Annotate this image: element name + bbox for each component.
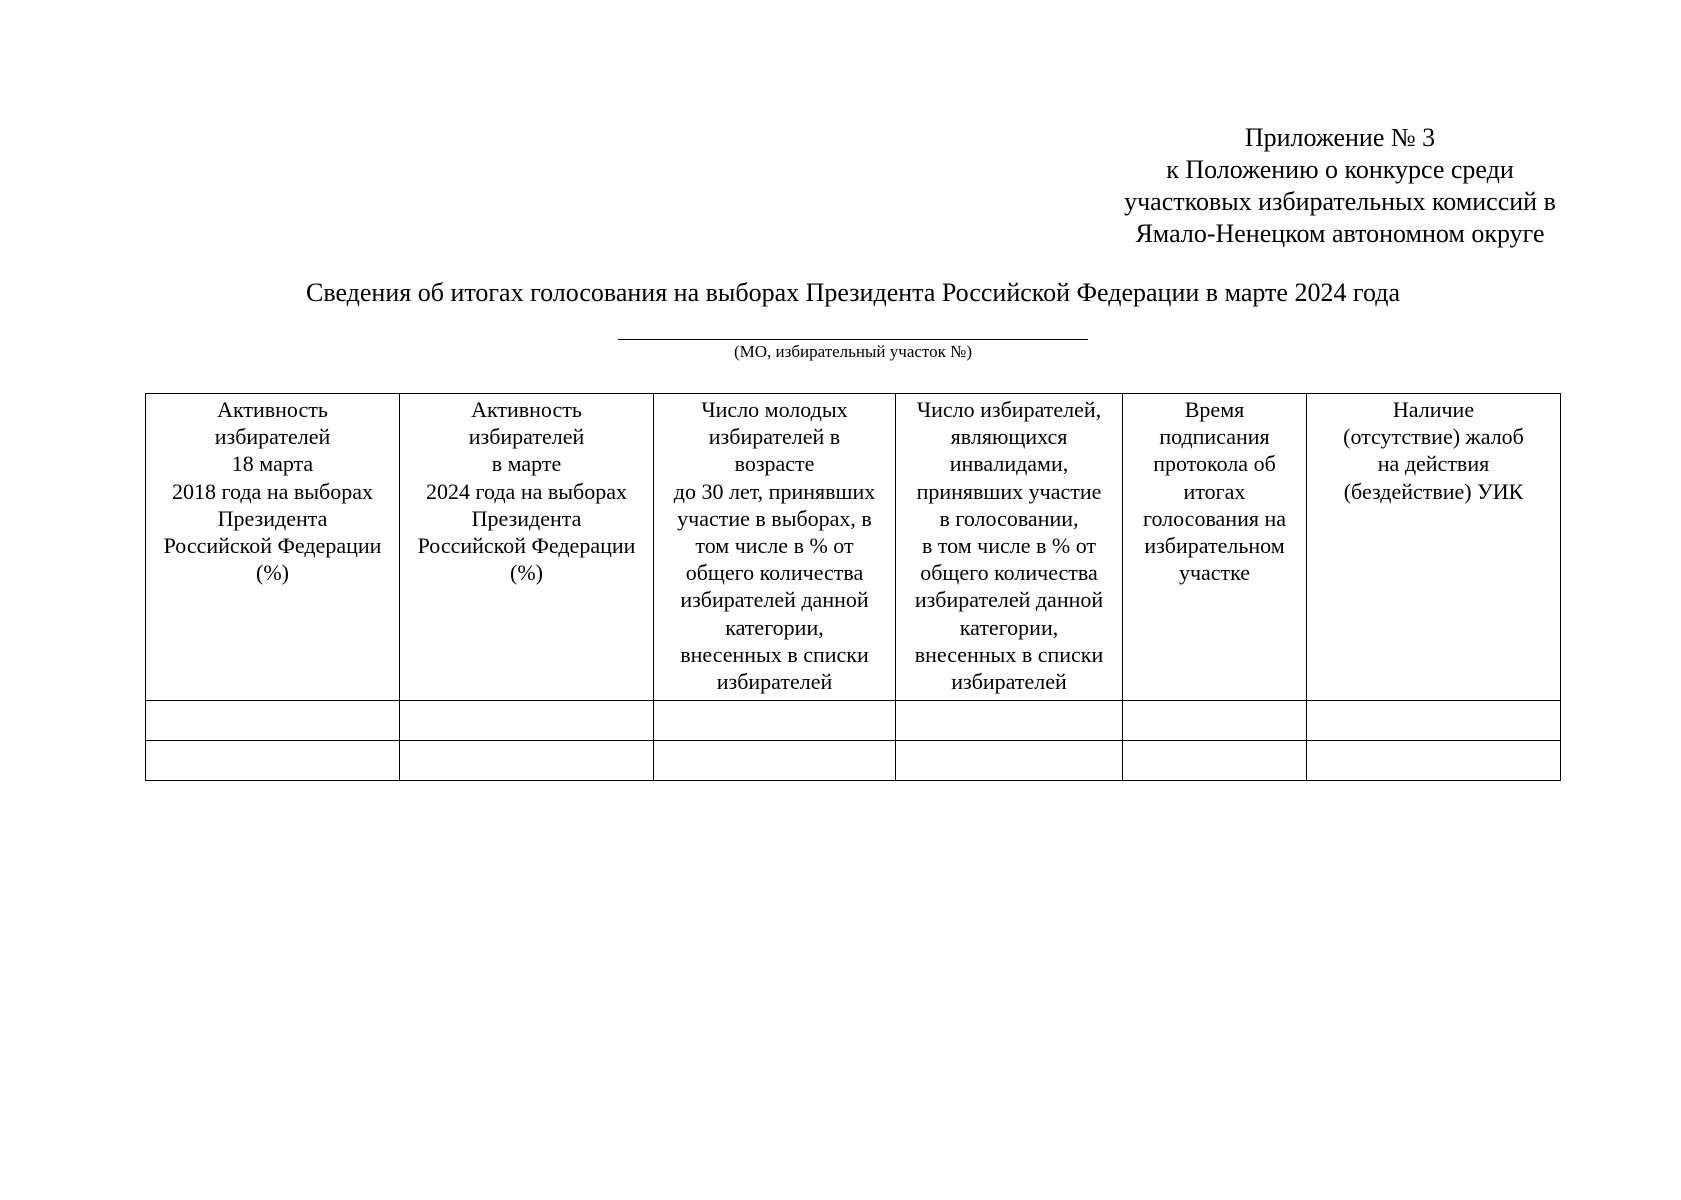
results-table [145,393,1561,781]
header-line: голосования на [1142,505,1287,531]
header-line: подписания [1159,424,1270,450]
header-line: в том числе в % от [921,533,1097,559]
appendix-line: Приложение № 3 [1244,123,1436,152]
table-cell [896,701,1123,741]
header-line: 18 марта [231,451,314,477]
header-activity-2018 [146,394,400,701]
table-cell [654,701,896,741]
header-line: на действия [1377,451,1490,477]
table-cell [400,741,654,781]
header-line: инвалидами, [949,451,1069,477]
table-cell [146,741,400,781]
appendix-line: к Положению о конкурсе среди [1166,155,1514,184]
header-line: внесенных в списки [680,641,869,667]
table-cell [146,701,400,741]
header-line: Активность [471,397,582,422]
table-cell [1123,741,1307,781]
header-line: Наличие [1392,397,1475,422]
table-cell [654,741,896,781]
header-line: в марте [491,451,562,477]
table-cell [1307,701,1561,741]
header-line: избирателей [468,424,585,450]
document-title: Сведения об итогах голосования на выборах Президента Российской Федерации в марте 2024 года [306,278,1400,307]
fill-in-line [618,339,1088,340]
header-line: (%) [510,560,543,586]
header-line: Российской Федерации [417,533,636,559]
header-line: Число молодых [701,397,848,422]
header-line: общего количества [920,560,1098,586]
table-cell [896,741,1123,781]
table-header-row [146,394,1561,701]
header-line: принявших участие [916,478,1102,504]
table-cell [1123,701,1307,741]
header-line: 2018 года на выборах [172,478,373,504]
header-line: внесенных в списки [914,641,1104,667]
header-line: избирателей [716,669,833,695]
header-complaints [1307,394,1561,701]
header-activity-2024 [400,394,654,701]
appendix-line: участковых избирательных комиссий в [1124,187,1556,216]
header-young-voters [654,394,896,701]
appendix-line: Ямало-Ненецком автономном округе [1135,219,1545,248]
header-line: протокола об [1153,451,1276,477]
header-line: являющихся [950,424,1068,450]
table-cell [1307,741,1561,781]
header-line: том числе в % от [695,533,854,559]
table-cell [400,701,654,741]
header-line: Российской Федерации [163,533,382,559]
header-line: участие в выборах, в [677,505,872,531]
header-line: избирателей [951,669,1067,695]
header-line: Президента [471,505,582,531]
header-line: в голосовании, [939,505,1079,531]
header-line: до 30 лет, принявших [673,478,876,504]
table-row [146,741,1561,781]
header-line: избирательном [1144,533,1285,559]
header-line: избирателей данной [680,587,869,613]
header-line: Президента [217,505,328,531]
header-line: (бездействие) УИК [1343,478,1524,504]
header-line: избирателей данной [914,587,1104,613]
header-line: итогах [1183,478,1246,504]
header-line: Время [1184,397,1245,422]
header-line: категории, [725,614,824,640]
table-row [146,701,1561,741]
header-line: избирателей [214,424,331,450]
header-line: возрасте [734,451,815,477]
header-line: (отсутствие) жалоб [1343,424,1524,450]
header-protocol-time [1123,394,1307,701]
header-line: общего количества [685,560,864,586]
header-line: категории, [959,614,1059,640]
header-line: участке [1178,560,1251,586]
header-line: (%) [256,560,289,586]
mo-precinct-field [618,321,1088,365]
header-line: избирателей в [708,424,841,450]
header-line: Активность [217,397,328,422]
header-line: 2024 года на выборах [426,478,627,504]
appendix-header [1060,122,1620,250]
header-line: Число избирателей, [916,397,1102,422]
header-disabled-voters [896,394,1123,701]
field-caption: (МО, избирательный участок №) [733,342,973,361]
